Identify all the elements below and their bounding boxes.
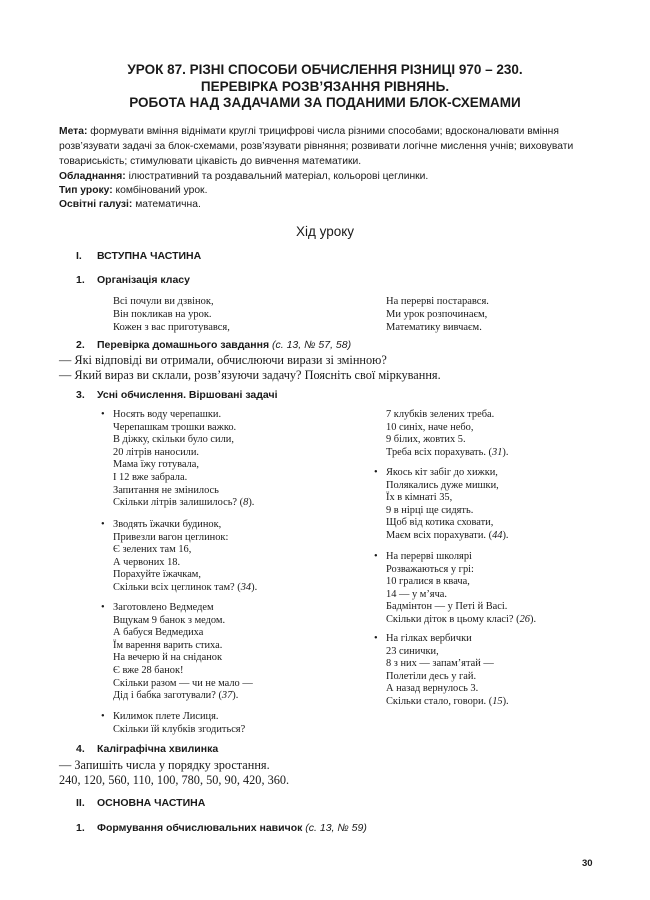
riddle-answer: 31	[492, 446, 503, 458]
item-calligraphy-title: Каліграфічна хвилинка	[97, 743, 219, 755]
section-intro-number: I.	[76, 250, 82, 262]
riddle-line: Заготовлено Ведмедем	[113, 602, 214, 613]
riddle-line: Є зелених там 16,	[113, 544, 192, 556]
poem-line: Математику вивчаєм.	[386, 322, 482, 334]
riddle-line: Маєм всіх порахувати.	[386, 529, 486, 541]
poem-line: Кожен з вас приготувався,	[113, 322, 230, 334]
homework-question-1: — Які відповіді ви отримали, обчислюючи вирази зі змінною?	[59, 353, 387, 367]
riddle-line: Скільки стало, говори.	[386, 695, 487, 707]
riddle-line: На перерві школярі	[386, 551, 472, 562]
riddle-line: Черепашкам трошки важко.	[113, 421, 237, 433]
lesson-title-line-2: ПЕРЕВІРКА РОЗВ’ЯЗАННЯ РІВНЯНЬ.	[200, 78, 450, 94]
equipment-paragraph	[59, 169, 604, 184]
equipment-label: Обладнання:	[59, 171, 126, 182]
lesson-flow-heading: Хід уроку	[295, 224, 355, 239]
riddle-6: • На перерві школярі Розважаються у грі: 10 гралися в квача, 14 — у м’яча. Бадмінтон — у Петі й Васі. Скільки діток в цьому класі? (26).	[374, 551, 537, 625]
item-oral-title: Усні обчислення. Віршовані задачі	[97, 389, 278, 401]
riddle-answer: 26	[519, 613, 530, 625]
poem-line: Всі почули ви дзвінок,	[113, 296, 214, 307]
riddle-line: Скільки діток в цьому класі?	[386, 613, 514, 625]
lesson-title-line-1: УРОК 87. РІЗНІ СПОСОБИ ОБЧИСЛЕННЯ РІЗНИЦІ 970 – 230.	[127, 62, 523, 77]
item-skills-title: Формування обчислювальних навичок	[97, 822, 303, 834]
riddle-1: • Носять воду черепашки. Черепашкам трошки важко. В діжку, скільки було сили, 20 літрів наносили. Мама їжу готувала, І 12 вже забрала. Запитання не змінилось Скільки літрів залишилось? (8).	[101, 409, 255, 509]
riddle-line: Полякались дуже мишки,	[386, 479, 499, 491]
riddle-line: Є вже 28 банок!	[113, 664, 184, 676]
riddle-answer: 44	[492, 529, 503, 541]
lesson-type-text: комбінований урок.	[115, 185, 208, 196]
riddle-line: І 12 вже забрала.	[113, 471, 188, 483]
homework-question-2: — Який вираз ви склали, розв’язуючи задачу? Поясніть свої міркування.	[59, 368, 441, 382]
riddle-line: Привезли вагон цеглинок:	[113, 531, 229, 543]
riddle-line: Полетіли десь у гай.	[386, 670, 477, 682]
goal-text: формувати вміння віднімати круглі трицифрові числа різними способами; вдосконалювати вміння розв’язувати задачі за блок-схемами, розв’язувати рівняння; розвивати логічне мислення учнів; виховувати товариськість; стимулювати цікавість до вивчення математики.	[59, 126, 574, 168]
item-org-title: Організація класу	[97, 274, 190, 286]
riddle-line: Носять воду черепашки.	[113, 409, 222, 420]
riddle-line: 7 клубків зелених треба.	[386, 409, 495, 420]
lesson-type-label: Тип уроку:	[59, 185, 113, 196]
bullet-icon: •	[101, 519, 105, 530]
riddle-line: 9 в нірці ще сидять.	[386, 504, 474, 516]
item-org-number: 1.	[76, 274, 85, 286]
item-skills-number: 1.	[76, 822, 85, 834]
poem-line: Ми урок розпочинаєм,	[386, 309, 488, 321]
riddle-line: Скільки всіх цеглинок там?	[113, 581, 235, 593]
goal-label: Мета:	[59, 126, 88, 137]
bullet-icon: •	[101, 602, 105, 613]
riddle-4-continued: 7 клубків зелених треба. 10 синіх, наче небо, 9 білих, жовтих 5. Треба всіх порахувать. (31).	[386, 409, 509, 458]
section-intro-title: ВСТУПНА ЧАСТИНА	[97, 250, 202, 262]
poem-line: Він покликав на урок.	[113, 309, 212, 321]
equipment-text: ілюстративний та роздавальний матеріал, кольорові цеглинки.	[128, 171, 429, 182]
item-homework-title: Перевірка домашнього завдання	[97, 339, 270, 351]
riddle-line: Бадмінтон — у Петі й Васі.	[386, 601, 508, 613]
riddle-line: 10 гралися в квача,	[386, 576, 470, 588]
section-main-number: II.	[76, 797, 85, 809]
lesson-type-paragraph	[59, 183, 604, 198]
bullet-icon: •	[101, 409, 105, 420]
riddle-line: Скільки разом — чи не мало —	[113, 677, 253, 689]
riddle-line: Розважаються у грі:	[386, 563, 474, 575]
riddle-line: Скільки їй клубків згодиться?	[113, 723, 246, 735]
areas-paragraph	[59, 197, 604, 212]
calligraphy-task: — Запишіть числа у порядку зростання.	[59, 758, 270, 772]
riddle-line: В діжку, скільки було сили,	[113, 434, 234, 446]
riddle-line: Зводять їжачки будинок,	[113, 519, 222, 530]
riddle-2: • Зводять їжачки будинок, Привезли вагон цеглинок: Є зелених там 16, А червоних 18. Порахуйте їжачкам, Скільки всіх цеглинок там? (34).	[101, 519, 258, 593]
riddle-line: Треба всіх порахувать.	[386, 446, 486, 458]
areas-text: математична.	[135, 199, 201, 210]
riddle-line: Якось кіт забіг до хижки,	[386, 467, 498, 478]
riddle-line: На вечерю й на сніданок	[113, 652, 222, 664]
riddle-answer: 34	[240, 581, 252, 593]
riddle-line: 9 білих, жовтих 5.	[386, 434, 466, 446]
riddle-answer: 8	[243, 497, 249, 509]
bullet-icon: •	[101, 711, 105, 722]
riddle-line: 14 — у м’яча.	[386, 588, 448, 600]
riddle-line: Їм варення варить стиха.	[113, 639, 223, 651]
bullet-icon: •	[374, 551, 378, 562]
riddle-line: А червоних 18.	[113, 556, 181, 568]
lesson-title	[0, 62, 650, 112]
riddle-line: Скільки літрів залишилось?	[113, 497, 238, 509]
item-homework-number: 2.	[76, 339, 85, 351]
riddle-line: 8 з них — запам’ятай —	[386, 658, 494, 670]
riddle-line: Щоб від котика сховати,	[386, 517, 494, 529]
riddle-line: Вщукам 9 банок з медом.	[113, 614, 226, 626]
page-number: 30	[582, 858, 593, 869]
riddle-answer: 37	[221, 690, 233, 702]
item-oral-number: 3.	[76, 389, 85, 401]
section-main-title: ОСНОВНА ЧАСТИНА	[97, 797, 206, 809]
riddle-line: Килимок плете Лисиця.	[113, 711, 219, 722]
riddle-line: Дід і бабка заготували?	[113, 690, 216, 702]
calligraphy-numbers: 240, 120, 560, 110, 100, 780, 50, 90, 420, 360.	[59, 773, 290, 787]
riddle-line: 23 синички,	[386, 645, 439, 657]
riddle-line: 10 синіх, наче небо,	[386, 421, 474, 433]
riddle-line: Мама їжу готувала,	[113, 459, 199, 471]
bullet-icon: •	[374, 633, 378, 644]
greeting-poem-right	[386, 295, 489, 335]
goal-paragraph	[59, 124, 604, 170]
riddle-line: На гілках вербички	[386, 633, 472, 644]
areas-label: Освітні галузі:	[59, 199, 133, 210]
riddle-line: А назад вернулось 3.	[386, 683, 479, 695]
riddle-line: Їх в кімнаті 35,	[386, 492, 453, 504]
riddle-3: • Заготовлено Ведмедем Вщукам 9 банок з медом. А бабуся Ведмедиха Їм варення варить стиха. На вечерю й на сніданок Є вже 28 банок! Скільки разом — чи не мало — Дід і бабка заготували? (37).	[101, 602, 253, 702]
item-calligraphy-number: 4.	[76, 743, 85, 755]
greeting-poem-left	[113, 295, 230, 335]
riddle-line: 20 літрів наносили.	[113, 446, 200, 458]
item-skills-ref: (с. 13, № 59)	[305, 822, 367, 834]
riddle-4	[101, 711, 246, 736]
poem-line: На перерві постарався.	[386, 296, 489, 307]
riddle-answer: 15	[492, 695, 503, 707]
riddle-5: • Якось кіт забіг до хижки, Полякались дуже мишки, Їх в кімнаті 35, 9 в нірці ще сидять. Щоб від котика сховати, Маєм всіх порахувати. (44).	[374, 467, 509, 541]
riddle-line: А бабуся Ведмедиха	[113, 627, 204, 639]
lesson-title-line-3: РОБОТА НАД ЗАДАЧАМИ ЗА ПОДАНИМИ БЛОК-СХЕМАМИ	[129, 95, 521, 110]
riddle-7: • На гілках вербички 23 синички, 8 з них — запам’ятай — Полетіли десь у гай. А назад вернулось 3. Скільки стало, говори. (15).	[374, 633, 509, 707]
riddle-line: Порахуйте їжачкам,	[113, 569, 201, 581]
riddle-line: Запитання не змінилось	[113, 484, 219, 496]
bullet-icon: •	[374, 467, 378, 478]
item-homework-ref: (с. 13, № 57, 58)	[272, 339, 352, 351]
